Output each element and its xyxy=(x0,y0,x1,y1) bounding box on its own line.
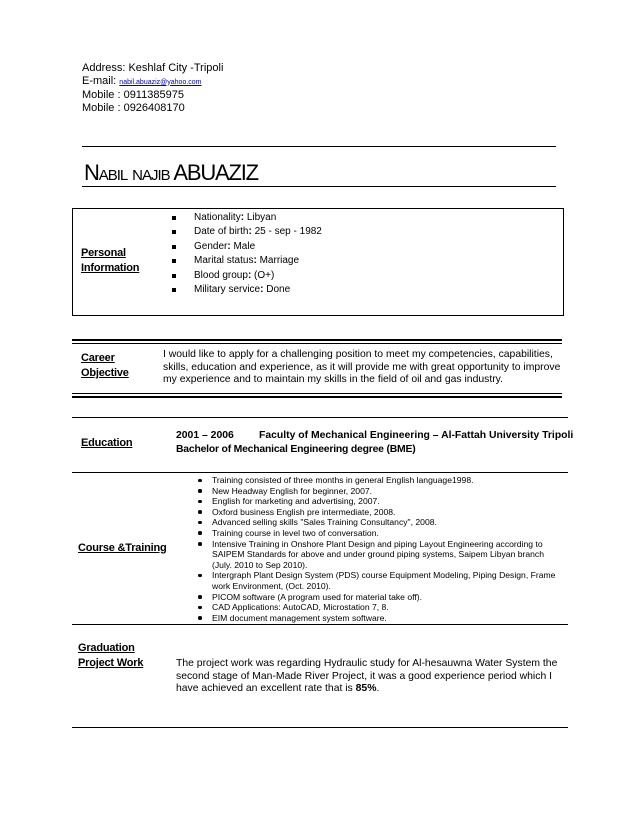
career-objective-text: I would like to apply for a challenging position to meet my competencies, capabilities, skills, education and experience, as it will provide me with great opportunity to improve my experience and to maintain my skills in the field of oil and gas industry. xyxy=(163,349,561,386)
personal-info-key: Date of birth xyxy=(194,226,249,238)
graduation-rate: 85% xyxy=(355,683,377,695)
email-link[interactable]: nabil.abuaziz@yahoo.com xyxy=(119,78,202,86)
personal-info-key: Marital status xyxy=(194,255,254,267)
personal-info-key: Nationality xyxy=(194,212,241,223)
course-item: PICOM software (A program used for material take off). xyxy=(196,592,562,603)
name-first-initial: N xyxy=(84,160,99,185)
course-item: Training consisted of three months in general English language1998. xyxy=(196,475,562,486)
name-first-rest: ABIL xyxy=(98,167,128,184)
personal-info-value: Libyan xyxy=(244,212,277,223)
divider xyxy=(72,727,568,728)
personal-info-value: Done xyxy=(263,284,291,296)
divider xyxy=(72,417,568,418)
divider xyxy=(82,186,556,187)
personal-info-value: Male xyxy=(230,240,256,252)
course-item: EIM document management system software. xyxy=(196,613,562,624)
name-last: ABUAZIZ xyxy=(173,160,258,185)
divider xyxy=(72,472,568,473)
graduation-project-text: The project work was regarding Hydraulic study for Al-hesauwna Water System the second stage of Man-Made River Project, it was a good experience period which I have achieved an excellent rate that is 85%. xyxy=(176,658,558,695)
email-label: E-mail: xyxy=(82,74,117,87)
course-training-list xyxy=(196,475,562,623)
education-faculty: Faculty of Mechanical Engineering – Al-Fattah University Tripoli xyxy=(259,430,574,441)
name-middle: NAJIB xyxy=(132,167,170,184)
personal-info-item: Nationality: Libyan xyxy=(168,211,322,225)
divider xyxy=(72,339,562,341)
personal-info-value: Marriage xyxy=(256,255,300,267)
personal-info-value: (O+) xyxy=(251,269,275,281)
mobile-2: Mobile : 0926408170 xyxy=(82,101,185,114)
course-training-label: Course &Training xyxy=(78,542,167,554)
personal-info-key: Gender xyxy=(194,240,228,252)
divider xyxy=(72,393,562,394)
course-item: Training course in level two of conversation. xyxy=(196,528,562,539)
course-item: CAD Applications: AutoCAD, Microstation 7, 8. xyxy=(196,602,562,613)
education-years: 2001 – 2006 xyxy=(176,430,234,441)
personal-info-key: Blood group xyxy=(194,269,248,281)
divider xyxy=(72,343,562,344)
course-item: New Headway English for beginner, 2007. xyxy=(196,486,562,497)
address: Address: Keshlaf City -Tripoli xyxy=(82,62,224,74)
course-item: English for marketing and advertising, 2007. xyxy=(196,496,562,507)
personal-info-key: Military service xyxy=(194,284,261,296)
personal-info-item: Marital status: Marriage xyxy=(168,254,322,268)
divider xyxy=(72,624,568,625)
mobile-1: Mobile : 0911385975 xyxy=(82,89,184,101)
email-line xyxy=(82,75,223,90)
personal-info-label: Personal Information xyxy=(81,247,140,274)
contact-block xyxy=(82,62,223,114)
career-objective-label: Career Objective xyxy=(81,352,129,379)
divider xyxy=(72,396,562,398)
course-item: Oxford business English pre intermediate, 2008. xyxy=(196,507,562,518)
personal-info-item: Gender: Male xyxy=(168,240,322,254)
graduation-project-label: Graduation Project Work xyxy=(78,642,144,669)
personal-info-item: Military service: Done xyxy=(168,283,322,297)
personal-info-item: Blood group: (O+) xyxy=(168,269,322,283)
course-item: Intensive Training in Onshore Plant Design and piping Layout Engineering according to SAIPEM Standards for above and under ground piping systems, Saipem Libyan branch (July. 2010 to Sep 2010). xyxy=(196,539,562,571)
personal-info-value: 25 - sep - 1982 xyxy=(251,226,322,238)
personal-info-list xyxy=(168,211,322,297)
course-item: Advanced selling skills "Sales Training Consultancy", 2008. xyxy=(196,517,562,528)
education-label: Education xyxy=(81,437,133,449)
education-degree: Bachelor of Mechanical Engineering degree (BME) xyxy=(176,444,416,455)
personal-info-item: Date of birth: 25 - sep - 1982 xyxy=(168,225,322,239)
divider xyxy=(82,146,556,147)
full-name xyxy=(84,160,258,186)
course-item: Intergraph Plant Design System (PDS) course Equipment Modeling, Piping Design, Frame work Environment, (Oct. 2010). xyxy=(196,570,562,591)
